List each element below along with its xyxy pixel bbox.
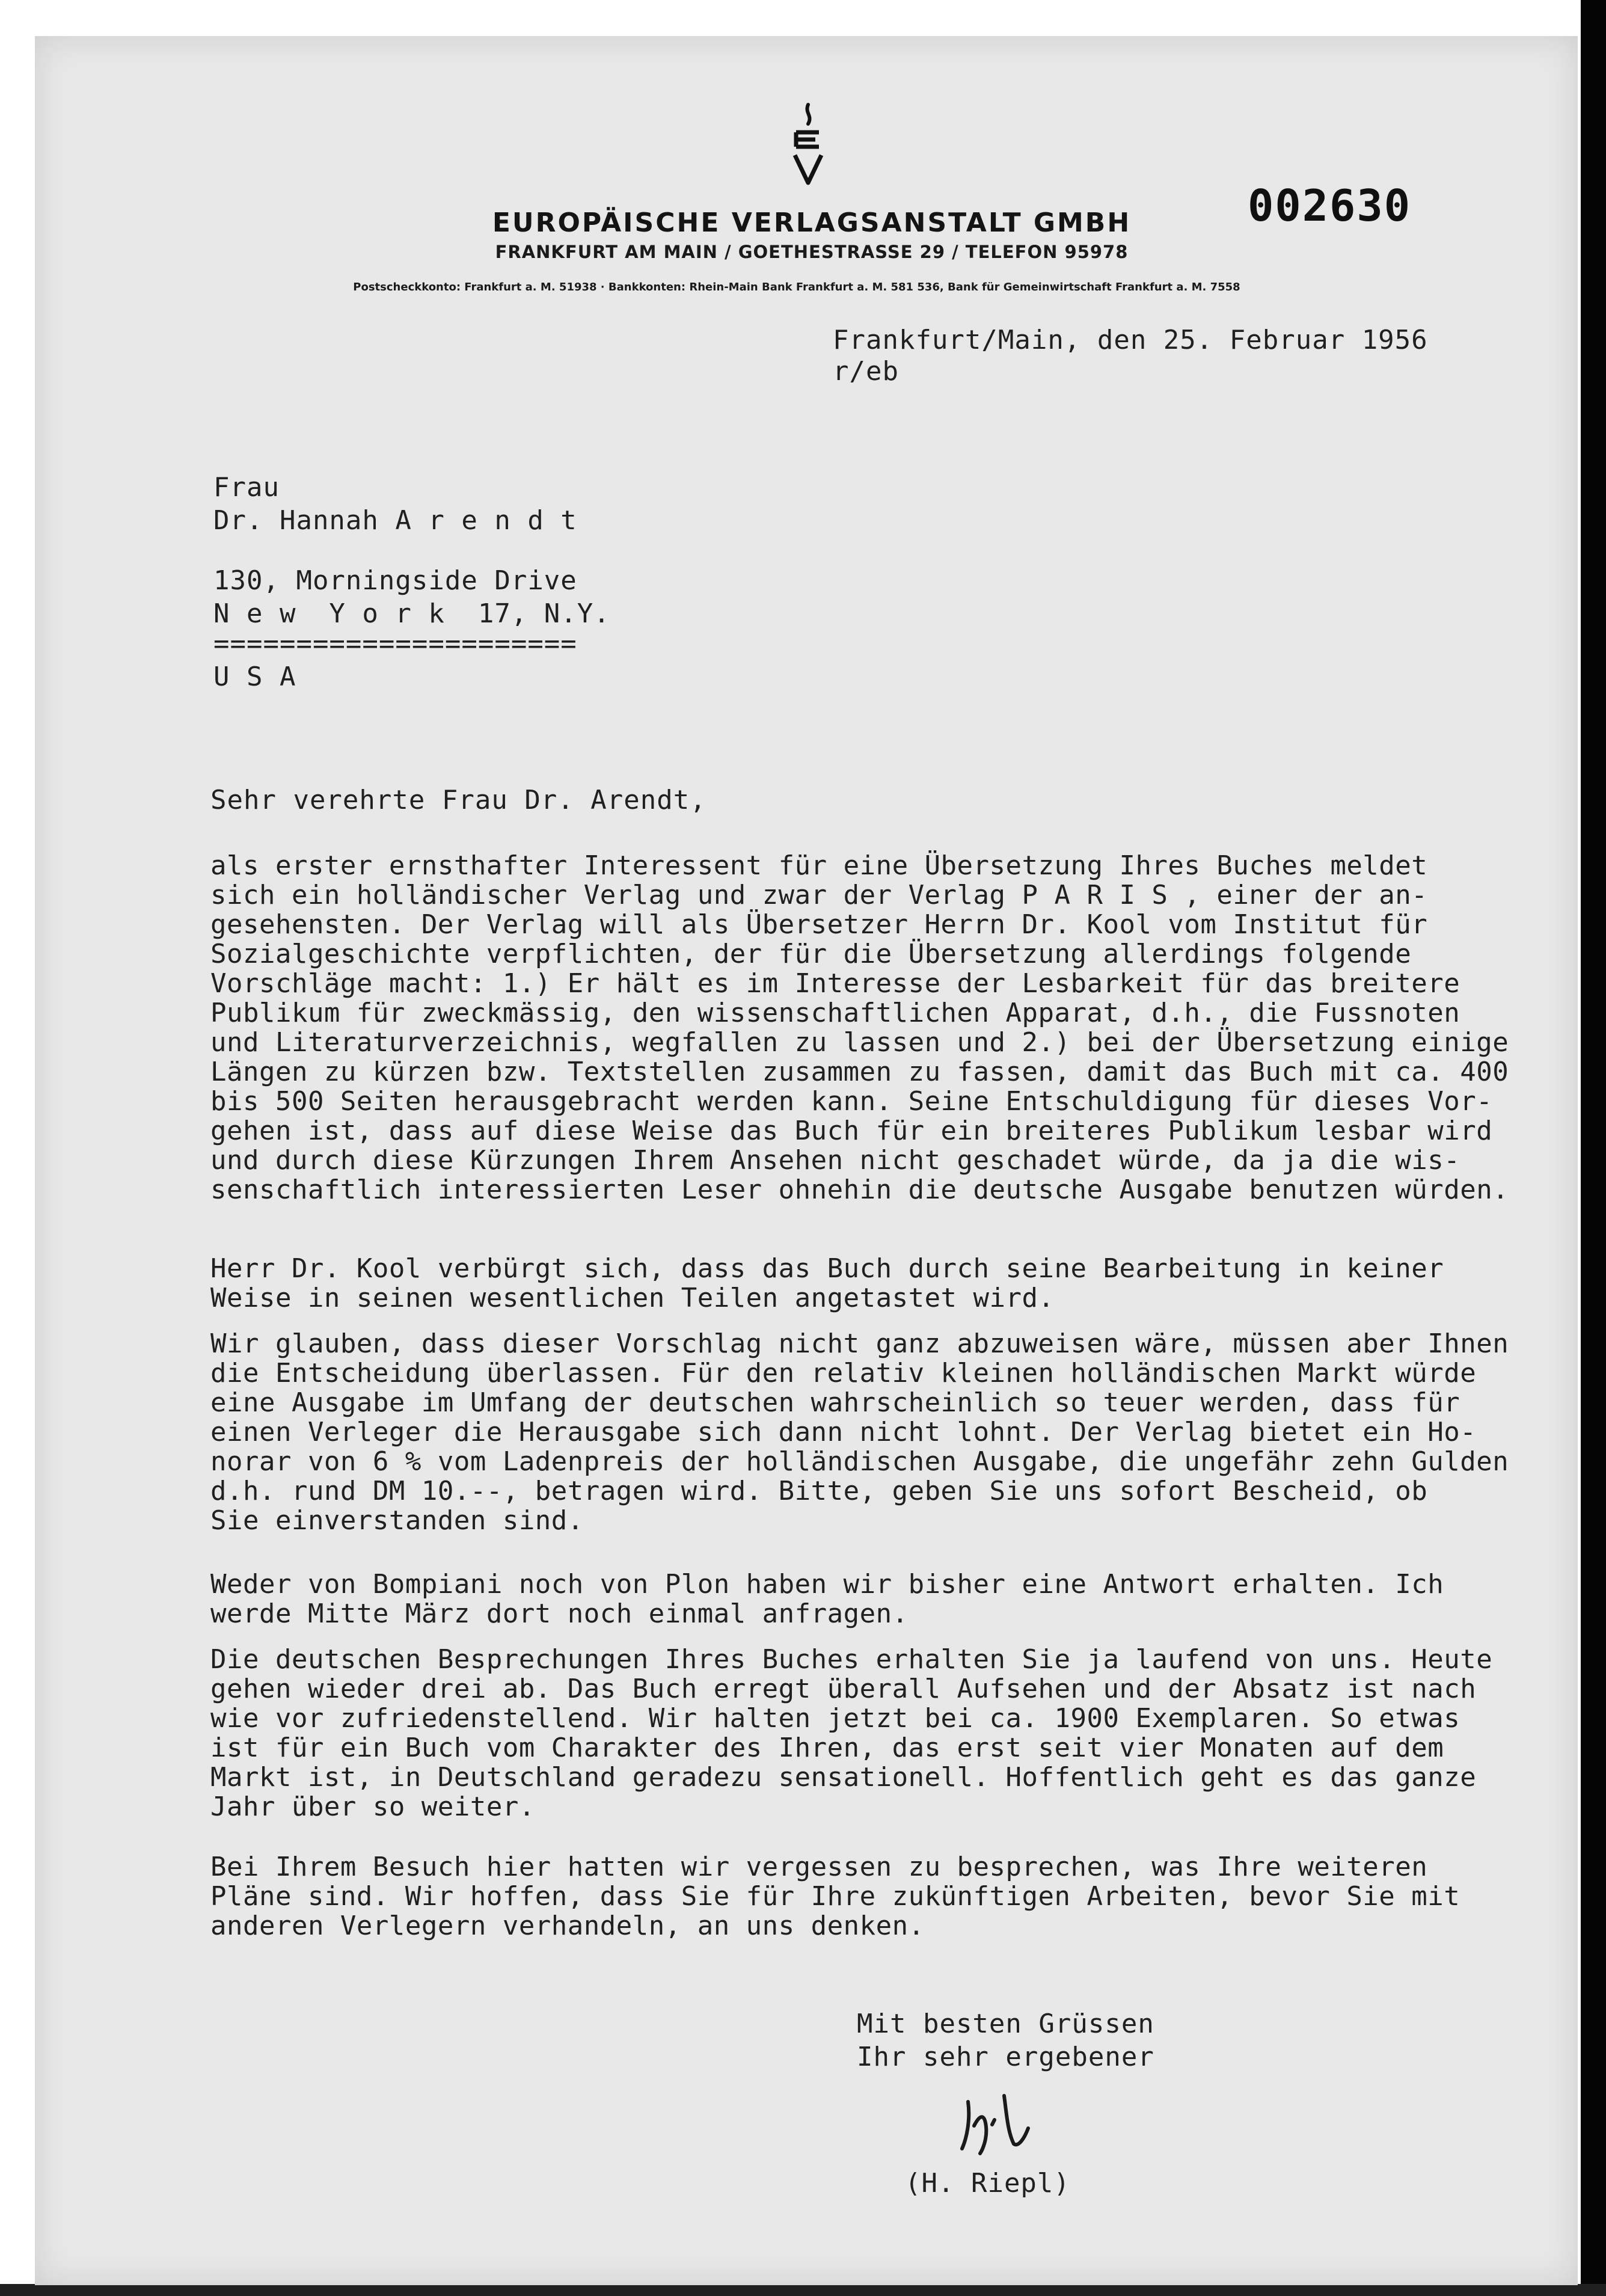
recipient-country: U S A — [213, 661, 296, 692]
letterhead-address: FRANKFURT AM MAIN / GOETHESTRASSE 29 / TELEFON 95978 — [495, 242, 1129, 262]
recipient-street: 130, Morningside Drive — [213, 565, 577, 596]
scan-edge-right — [1581, 0, 1606, 2296]
body-paragraph-1: als erster ernsthafter Interessent für eine Übersetzung Ihres Buches meldet sich ein holländischer Verlag und zwar der Verlag P A R I S , einer der an- gesehensten. Der Verlag will als Übersetzer Herrn Dr. Kool vom Institut für Sozialgeschichte verpflichten, der für die Übersetzung allerdings folgende Vorschläge macht: 1.) Er hält es im Interesse der Lesbarkeit für das breitere Publikum für zweckmässig, den wissenschaftlichen Apparat, d.h., die Fussnoten und Literaturverzeichnis, wegfallen zu lassen und 2.) bei der Übersetzung einige Längen zu kürzen bzw. Textstellen zusammen zu fassen, damit das Buch mit ca. 400 bis 500 Seiten herausgebracht werden kann. Seine Entschuldigung für dieses Vor- gehen ist, dass auf diese Weise das Buch für ein breiteres Publikum lesbar wird und durch diese Kürzungen Ihrem Ansehen nicht geschadet würde, da ja die wis- senschaftlich interessierten Leser ohnehin die deutsche Ausgabe benutzen würden. — [210, 850, 1509, 1205]
recipient-city: N e w Y o r k 17, N.Y. — [213, 598, 610, 629]
body-paragraph-6: Bei Ihrem Besuch hier hatten wir vergessen zu besprechen, was Ihre weiteren Pläne sind. Wir hoffen, dass Sie für Ihre zukünftigen Arbeiten, bevor Sie mit anderen Verlegern verhandeln, an uns denken. — [210, 1852, 1460, 1941]
reference-code: r/eb — [833, 356, 899, 387]
closing-line: Ihr sehr ergebener — [857, 2042, 1154, 2072]
date-line: Frankfurt/Main, den 25. Februar 1956 — [833, 325, 1428, 355]
signer-name: (H. Riepl) — [905, 2168, 1070, 2199]
letterhead-bank-details: Postscheckkonto: Frankfurt a. M. 51938 · Bankkonten: Rhein-Main Bank Frankfurt a. M. 581 536, Bank für Gemeinwirtschaft Frankfurt a. M. 7558 — [353, 281, 1240, 293]
recipient-underline: ====================== — [213, 628, 577, 659]
document-number-stamp: 002630 — [1248, 180, 1412, 231]
scan-edge-bottom — [0, 2284, 1606, 2296]
handwritten-signature-icon — [956, 2090, 1034, 2156]
closing-greeting: Mit besten Grüssen — [857, 2009, 1154, 2039]
body-paragraph-2: Herr Dr. Kool verbürgt sich, dass das Buch durch seine Bearbeitung in keiner Weise in seinen wesentlichen Teilen angetastet wird. — [210, 1253, 1444, 1313]
recipient-name: Dr. Hannah A r e n d t — [213, 505, 577, 536]
recipient-title: Frau — [213, 472, 280, 503]
body-paragraph-5: Die deutschen Besprechungen Ihres Buches erhalten Sie ja laufend von uns. Heute gehen wieder drei ab. Das Buch erregt überall Aufsehen und der Absatz ist nach wie vor zufriedenstellend. Wir halten jetzt bei ca. 1900 Exemplaren. So etwas ist für ein Buch vom Charakter des Ihren, das erst seit vier Monaten auf dem Markt ist, in Deutschland geradezu sensationell. Hoffentlich geht es das ganze Jahr über so weiter. — [210, 1644, 1493, 1822]
ev-logo-icon — [782, 102, 836, 186]
greeting: Sehr verehrte Frau Dr. Arendt, — [210, 785, 706, 815]
letterhead-company: EUROPÄISCHE VERLAGSANSTALT GMBH — [492, 207, 1132, 238]
body-paragraph-3: Wir glauben, dass dieser Vorschlag nicht ganz abzuweisen wäre, müssen aber Ihnen die Entscheidung überlassen. Für den relativ kleinen holländischen Markt würde eine Ausgabe im Umfang der deutschen wahrscheinlich so teuer werden, dass für einen Verleger die Herausgabe sich dann nicht lohnt. Der Verlag bietet ein Ho- norar von 6 % vom Ladenpreis der holländischen Ausgabe, die ungefähr zehn Gulden d.h. rund DM 10.--, betragen wird. Bitte, geben Sie uns sofort Bescheid, ob Sie einverstanden sind. — [210, 1328, 1509, 1536]
body-paragraph-4: Weder von Bompiani noch von Plon haben wir bisher eine Antwort erhalten. Ich werde Mitte März dort noch einmal anfragen. — [210, 1569, 1444, 1629]
